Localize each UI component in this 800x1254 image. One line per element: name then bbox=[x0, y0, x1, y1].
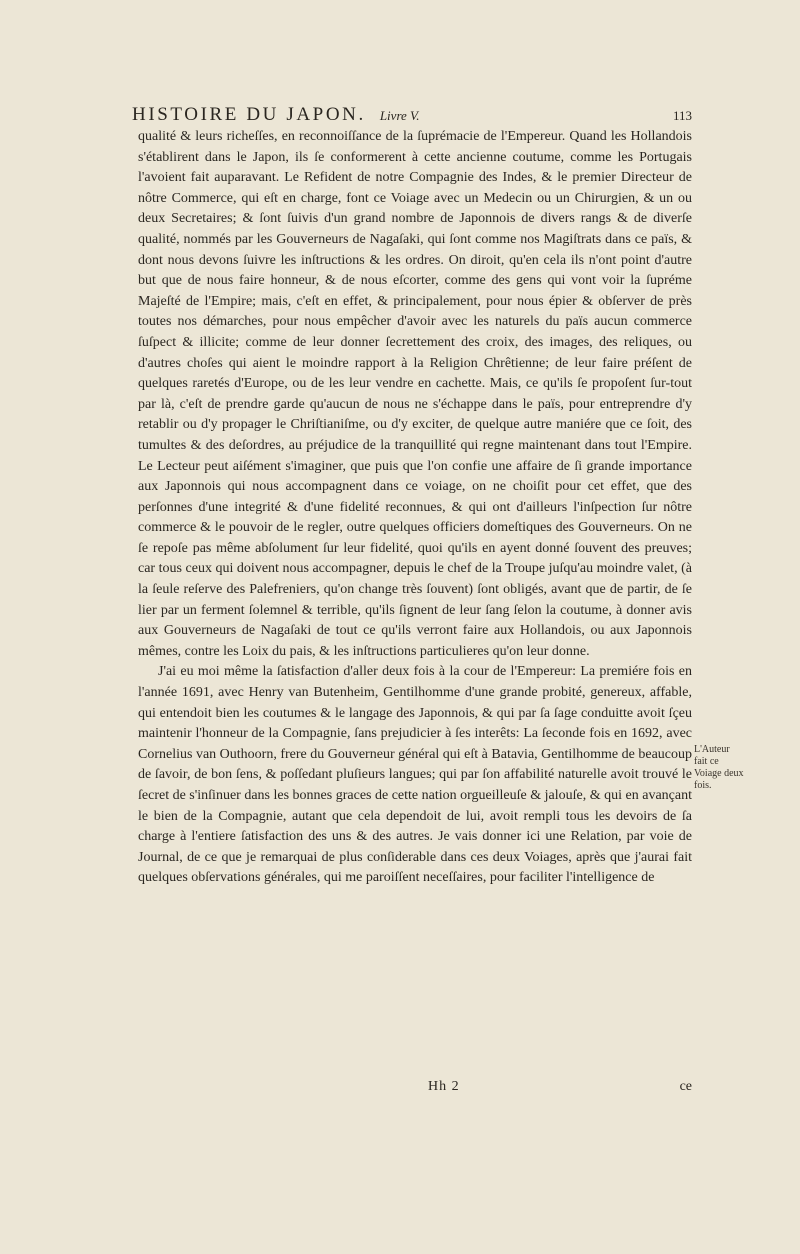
page-number: 113 bbox=[672, 108, 692, 123]
body-text bbox=[138, 127, 692, 889]
page-footer bbox=[138, 1079, 692, 1095]
running-head-title: HISTOIRE DU JAPON. bbox=[132, 104, 366, 125]
paragraph-1: qualité & leurs richeſſes, en reconnoiſſance de la ſuprémacie de l'Empereur. Quand les Hollandois s'établirent dans le Japon, ils ſe conformerent à cette ancienne coutume, comme les Portugais l'avoient fait auparavant. Le Refident de notre Compagnie des Indes, & le premier Directeur de nôtre Commerce, qui eſt en charge, font ce Voiage avec un Medecin ou un Chirurgien, & un ou deux Secretaires; & ſont ſuivis d'un grand nombre de Japonnois de divers rangs & de diverſe qualité, nommés par les Gouverneurs de Nagaſaki, qui ſont comme nos Magiſtrats dans ce païs, & dont nous devons ſuivre les inſtructions & les ordres. On diroit, qu'en cela ils n'ont point d'autre but que de nous faire honneur, & de nous eſcorter, comme des gens qui vont voir la ſupréme Majeſté de l'Empire; mais, c'eſt en effet, & principalement, pour nous épier & obſerver de près toutes nos démarches, pour nous empêcher d'avoir avec les naturels du païs aucun commerce ſuſpect & illicite; comme de leur donner ſecrettement des croix, des images, des reliques, ou d'autres choſes qui aient le moindre rapport à la Religion Chrêtienne; de leur faire préſent de quelques raretés d'Europe, ou de les leur vendre en cachette. Mais, ce qu'ils ſe propoſent ſur-tout par là, c'eſt de prendre garde qu'aucun de nous ne s'échappe dans le païs, pour entreprendre d'y retablir ou d'y propager le Chriſtianiſme, ou d'y exciter, de quelque autre maniére que ce ſoit, des tumultes & des deſordres, au préjudice de la tranquillité qui regne maintenant dans tout l'Empire. Le Lecteur peut aiſément s'imaginer, que puis que l'on confie une affaire de ſi grande importance aux Japonnois qui nous accompagnent dans ce voiage, on ne choiſit pour cet effet, que des perſonnes d'une integrité & d'une fidelité reconnues, & qui ont d'ailleurs l'inſpection ſur nôtre commerce & le pouvoir de le regler, outre quelques officiers domeſtiques des Gouverneurs. On ne ſe repoſe pas même abſolument ſur leur fidelité, quoi qu'ils en ayent donné ſouvent des preuves; car tous ceux qui doivent nous accompagner, depuis le chef de la Troupe juſqu'au moindre valet, (à la ſeule reſerve des Palefreniers, qu'on change très ſouvent) ſont obligés, avant que de partir, de ſe lier par un ferment ſolemnel & terrible, qu'ils ſignent de leur ſang ſelon la coutume, à donner avis aux Gouverneurs de Nagaſaki de tout ce qu'ils verront faire aux Hollandois, ou aux Japonnois mêmes, contre les Loix du pais, & les inſtructions particulieres qu'on leur donne. bbox=[138, 129, 692, 659]
running-head bbox=[132, 104, 692, 126]
running-head-title-group bbox=[132, 104, 420, 126]
marginal-note: L'Auteur fait ce Voiage deux fois. bbox=[694, 744, 744, 791]
catchword: ce bbox=[679, 1079, 692, 1094]
signature-mark: Hh 2 bbox=[428, 1079, 460, 1094]
paragraph-2: J'ai eu moi même la ſatisfaction d'aller deux fois à la cour de l'Empereur: La premiére fois en l'année 1691, avec Henry van Butenheim, Gentilhomme d'une grande probité, genereux, affable, qui entendoit bien les coutumes & le langage des Japonnois, & qui par ſa ſage conduitte avoit ſçeu maintenir l'honneur de la Compagnie, ſans prejudicier à ſes interêts: La ſeconde fois en 1692, avec Cornelius van Outhoorn, frere du Gouverneur général qui eſt à Batavia, Gentilhomme de beaucoup de ſavoir, de bon ſens, & poſſedant pluſieurs langues; qui par ſon affabilité naturelle avoit trouvé le ſecret de s'inſinuer dans les bonnes graces de cette nation orgueilleuſe & jalouſe, & qui en avançant le bien de la Compagnie, autant que cela dependoit de lui, avoit rempli tous les devoirs de ſa charge à l'entiere ſatisfaction des uns & des autres. Je vais donner ici une Relation, par voie de Journal, de ce que je remarquai de plus conſiderable dans ces deux Voiages, après que j'aurai fait quelques obſervations générales, qui me paroiſſent neceſſaires, pour faciliter l'intelligence de bbox=[138, 664, 692, 886]
running-head-book: Livre V. bbox=[379, 108, 420, 123]
